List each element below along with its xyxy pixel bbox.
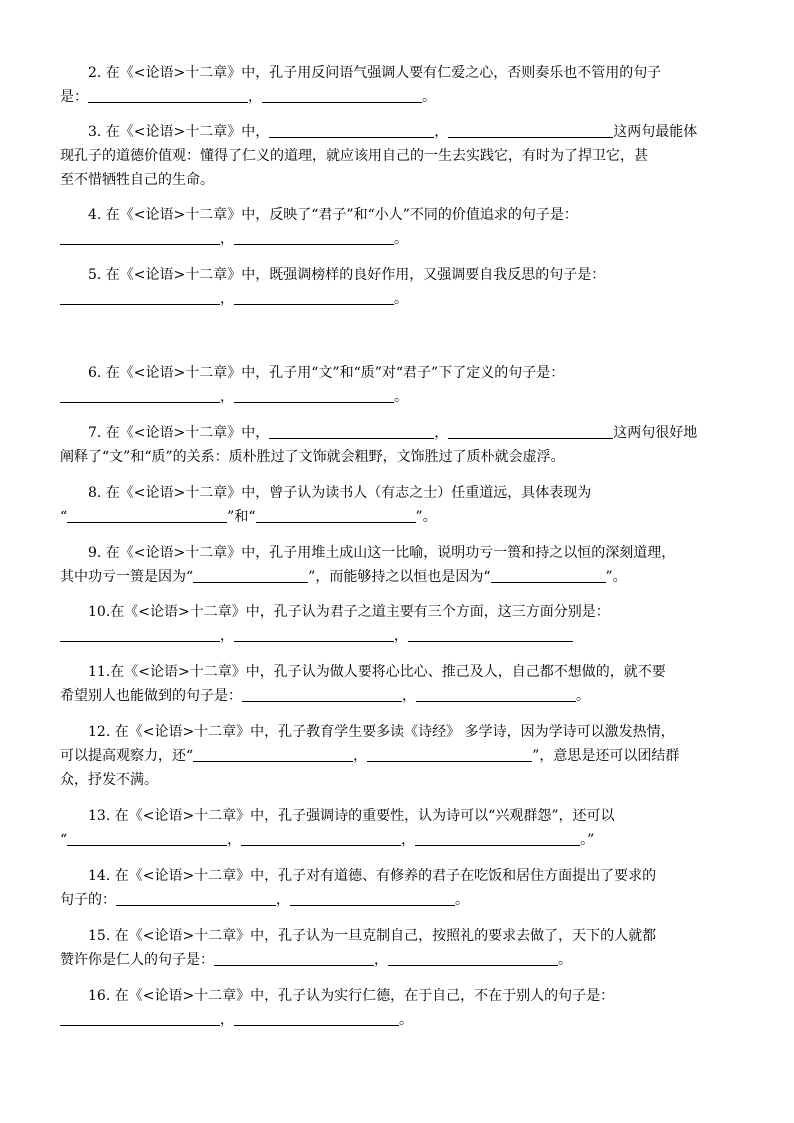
question-11 (60, 660, 734, 708)
separator: ”。 (605, 569, 627, 585)
answer-blank[interactable] (262, 88, 422, 103)
question-text: 9. 在《<论语>十二章》中，孔子用堆土成山这一比喻，说明功亏一篑和持之以恒的深刻道理， (60, 545, 676, 561)
question-text: ”，意思是还可以团结群 (532, 748, 680, 764)
answer-blank[interactable] (234, 230, 394, 245)
answer-blank[interactable] (193, 747, 353, 762)
separator: ， (434, 124, 449, 140)
separator: ， (401, 832, 416, 848)
answer-blank[interactable] (234, 388, 394, 403)
answer-blank[interactable] (116, 891, 276, 906)
separator: ， (353, 748, 368, 764)
question-text: 其中功亏一篑是因为“ (60, 569, 194, 585)
question-text: 现孔子的道德价值观：懂得了仁义的道理，就应该用自己的一生去实践它，有时为了捍卫它，甚 (60, 148, 648, 164)
answer-blank[interactable] (269, 424, 434, 439)
separator: 。 (394, 389, 408, 405)
question-text: 句子的： (60, 892, 116, 908)
answer-blank[interactable] (416, 687, 576, 702)
question-text: 这两句很好地 (613, 425, 698, 441)
answer-blank[interactable] (67, 831, 227, 846)
answer-blank[interactable] (88, 88, 248, 103)
question-text: ”，而能够持之以恒也是因为“ (308, 569, 491, 585)
question-12 (60, 720, 734, 792)
question-9 (60, 541, 734, 589)
question-text: 5. 在《<论语>十二章》中，既强调榜样的良好作用，又强调要自我反思的句子是： (60, 267, 606, 283)
answer-blank[interactable] (408, 627, 573, 642)
question-14 (60, 864, 734, 912)
separator: ， (394, 628, 408, 644)
question-text: 16. 在《<论语>十二章》中，孔子认为实行仁德，在于自己，不在于别人的句子是： (60, 988, 615, 1004)
answer-blank[interactable] (290, 891, 455, 906)
question-text: 2. 在《<论语>十二章》中，孔子用反问语气强调人要有仁爱之心，否则奏乐也不管用的句子 (60, 65, 662, 81)
question-text: 7. 在《<论语>十二章》中， (60, 425, 270, 441)
question-text: 12. 在《<论语>十二章》中，孔子教育学生要多读《诗经》 多学诗，因为学诗可以激发热情， (60, 724, 675, 740)
separator: ”。 (415, 509, 437, 525)
separator: 。 (576, 688, 590, 704)
answer-blank[interactable] (448, 123, 613, 138)
answer-blank[interactable] (491, 568, 606, 583)
separator: ， (248, 89, 262, 105)
answer-blank[interactable] (242, 687, 402, 702)
question-6 (60, 361, 734, 409)
answer-blank[interactable] (193, 568, 308, 583)
separator: “ (60, 509, 68, 525)
question-4 (60, 203, 734, 251)
answer-blank[interactable] (67, 508, 227, 523)
question-text: 15. 在《<论语>十二章》中，孔子认为一旦克制自己，按照礼的要求去做了，天下的人就都 (60, 928, 657, 944)
question-text: 这两句最能体 (613, 124, 698, 140)
question-text: 8. 在《<论语>十二章》中，曾子认为读书人（有志之士）任重道远，具体表现为 (60, 485, 592, 501)
answer-blank[interactable] (60, 627, 220, 642)
question-text: 13. 在《<论语>十二章》中，孔子强调诗的重要性，认为诗可以“兴观群怨”，还可以 (60, 808, 615, 824)
question-8 (60, 481, 734, 529)
question-5 (60, 263, 734, 311)
question-text: 3. 在《<论语>十二章》中， (60, 124, 270, 140)
separator: ， (374, 952, 388, 968)
separator: ， (220, 231, 234, 247)
question-text: 11.在《<论语>十二章》中，孔子认为做人要将心比心、推己及人，自己都不想做的，就不要 (60, 664, 666, 680)
question-text: 10.在《<论语>十二章》中，孔子认为君子之道主要有三个方面，这三方面分别是： (60, 604, 610, 620)
separator: 。 (558, 952, 572, 968)
answer-blank[interactable] (256, 508, 416, 523)
answer-blank[interactable] (234, 627, 394, 642)
question-text: 是： (60, 89, 88, 105)
question-text: 至不惜牺牲自己的生命。 (60, 172, 214, 188)
separator: 。 (422, 89, 436, 105)
answer-blank[interactable] (214, 951, 374, 966)
question-text: 6. 在《<论语>十二章》中，孔子用“文”和“质”对“君子”下了定义的句子是： (60, 365, 565, 381)
separator: 。 (455, 892, 469, 908)
separator: ”和“ (227, 509, 256, 525)
question-15 (60, 924, 734, 972)
question-text: 可以提高观察力，还“ (60, 748, 194, 764)
separator: 。 (394, 291, 408, 307)
answer-blank[interactable] (241, 831, 401, 846)
question-2 (60, 61, 734, 109)
answer-blank[interactable] (60, 230, 220, 245)
separator: “ (60, 832, 68, 848)
question-text: 赞许你是仁人的句子是： (60, 952, 214, 968)
separator: ， (434, 425, 449, 441)
answer-blank[interactable] (60, 1011, 220, 1026)
question-text: 4. 在《<论语>十二章》中，反映了“君子”和“小人”不同的价值追求的句子是： (60, 207, 578, 223)
answer-blank[interactable] (60, 290, 220, 305)
separator: 。” (580, 832, 595, 848)
separator: 。 (399, 1012, 413, 1028)
question-text: 阐释了“文”和“质”的关系：质朴胜过了文饰就会粗野，文饰胜过了质朴就会虚浮。 (60, 449, 565, 465)
separator: ， (227, 832, 242, 848)
answer-blank[interactable] (415, 831, 580, 846)
answer-blank[interactable] (234, 1011, 399, 1026)
question-10 (60, 600, 734, 648)
separator: 。 (394, 231, 408, 247)
question-3 (60, 120, 734, 192)
answer-blank[interactable] (367, 747, 532, 762)
answer-blank[interactable] (269, 123, 434, 138)
answer-blank[interactable] (448, 424, 613, 439)
answer-blank[interactable] (60, 388, 220, 403)
separator: ， (276, 892, 290, 908)
question-13 (60, 804, 734, 852)
question-text: 14. 在《<论语>十二章》中，孔子对有道德、有修养的君子在吃饭和居住方面提出了要求的 (60, 868, 657, 884)
question-16 (60, 984, 734, 1032)
separator: ， (220, 628, 234, 644)
separator: ， (220, 1012, 234, 1028)
separator: ， (402, 688, 416, 704)
separator: ， (220, 389, 234, 405)
answer-blank[interactable] (234, 290, 394, 305)
separator: ， (220, 291, 234, 307)
question-7 (60, 421, 734, 469)
question-text: 众，抒发不满。 (60, 772, 158, 788)
question-text: 希望别人也能做到的句子是： (60, 688, 242, 704)
answer-blank[interactable] (388, 951, 558, 966)
